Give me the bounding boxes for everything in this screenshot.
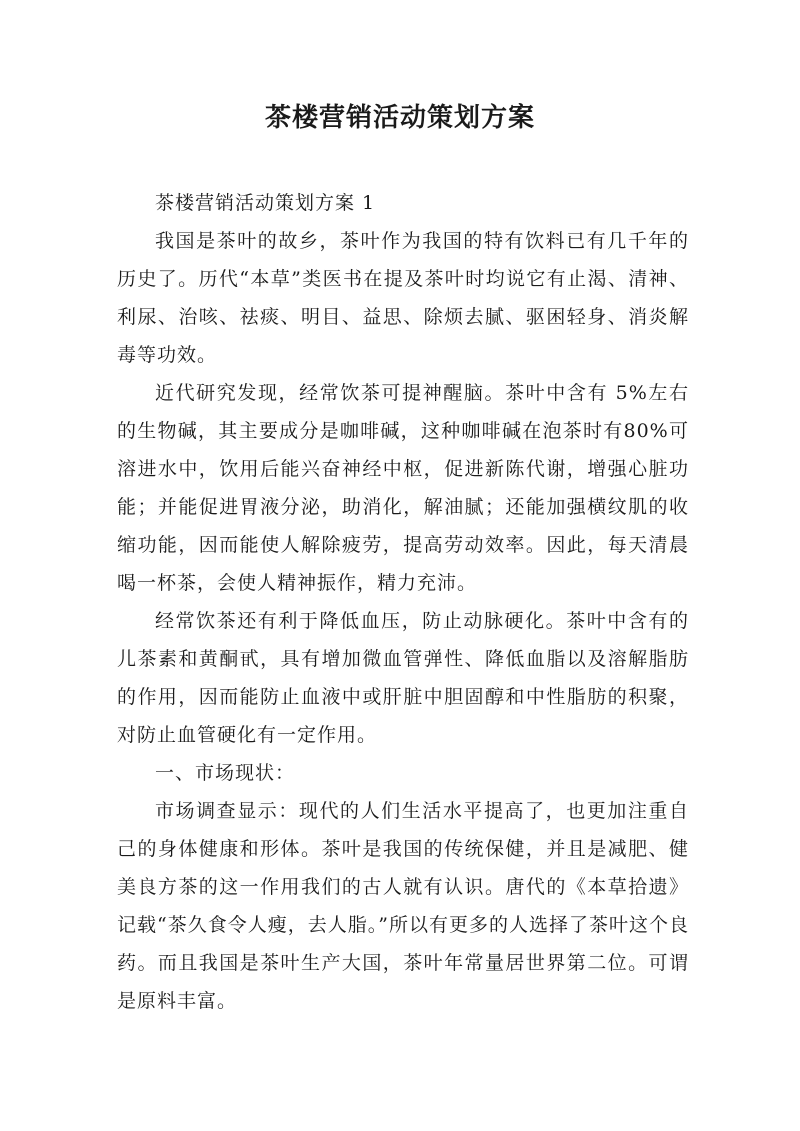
paragraph-modern-research: 近代研究发现，经常饮茶可提神醒脑。茶叶中含有 5%左右的生物碱，其主要成分是咖啡碱，这种咖啡碱在泡茶时有80%可溶进水中，饮用后能兴奋神经中枢，促进新陈代谢，增强心脏功能；并能促进胃液分泌，助消化，解油腻；还能加强横纹肌的收缩功能，因而能使人解除疲劳，提高劳动效率。因此，每天清晨喝一杯茶，会使人精神振作，精力充沛。: [117, 382, 689, 594]
section-heading-plan-1: 茶楼营销活动策划方案 1: [155, 192, 376, 214]
paragraph-tea-origin: 我国是茶叶的故乡，茶叶作为我国的特有饮料已有几千年的历史了。历代“本草”类医书在提及茶叶时均说它有止渴、清神、利尿、治咳、祛痰、明目、益思、除烦去腻、驱困轻身、消炎解毒等功效。: [117, 230, 689, 366]
document-title: 茶楼营销活动策划方案: [264, 103, 535, 133]
paragraph-blood-pressure: 经常饮茶还有利于降低血压，防止动脉硬化。茶叶中含有的儿茶素和黄酮甙，具有增加微血管弹性、降低血脂以及溶解脂肪的作用，因而能防止血液中或肝脏中胆固醇和中性脂肪的积聚，对防止血管硬化有一定作用。: [117, 610, 689, 746]
paragraph-market-survey: 市场调查显示：现代的人们生活水平提高了，也更加注重自己的身体健康和形体。茶叶是我国的传统保健，并且是减肥、健美良方茶的这一作用我们的古人就有认识。唐代的《本草拾遗》记载“茶久食令人瘦，去人脂。”所以有更多的人选择了茶叶这个良药。而且我国是茶叶生产大国，茶叶年常量居世界第二位。可谓是原料丰富。: [117, 800, 689, 1012]
section-heading-market-status: 一、市场现状：: [155, 762, 296, 784]
document-body: [117, 184, 689, 1020]
